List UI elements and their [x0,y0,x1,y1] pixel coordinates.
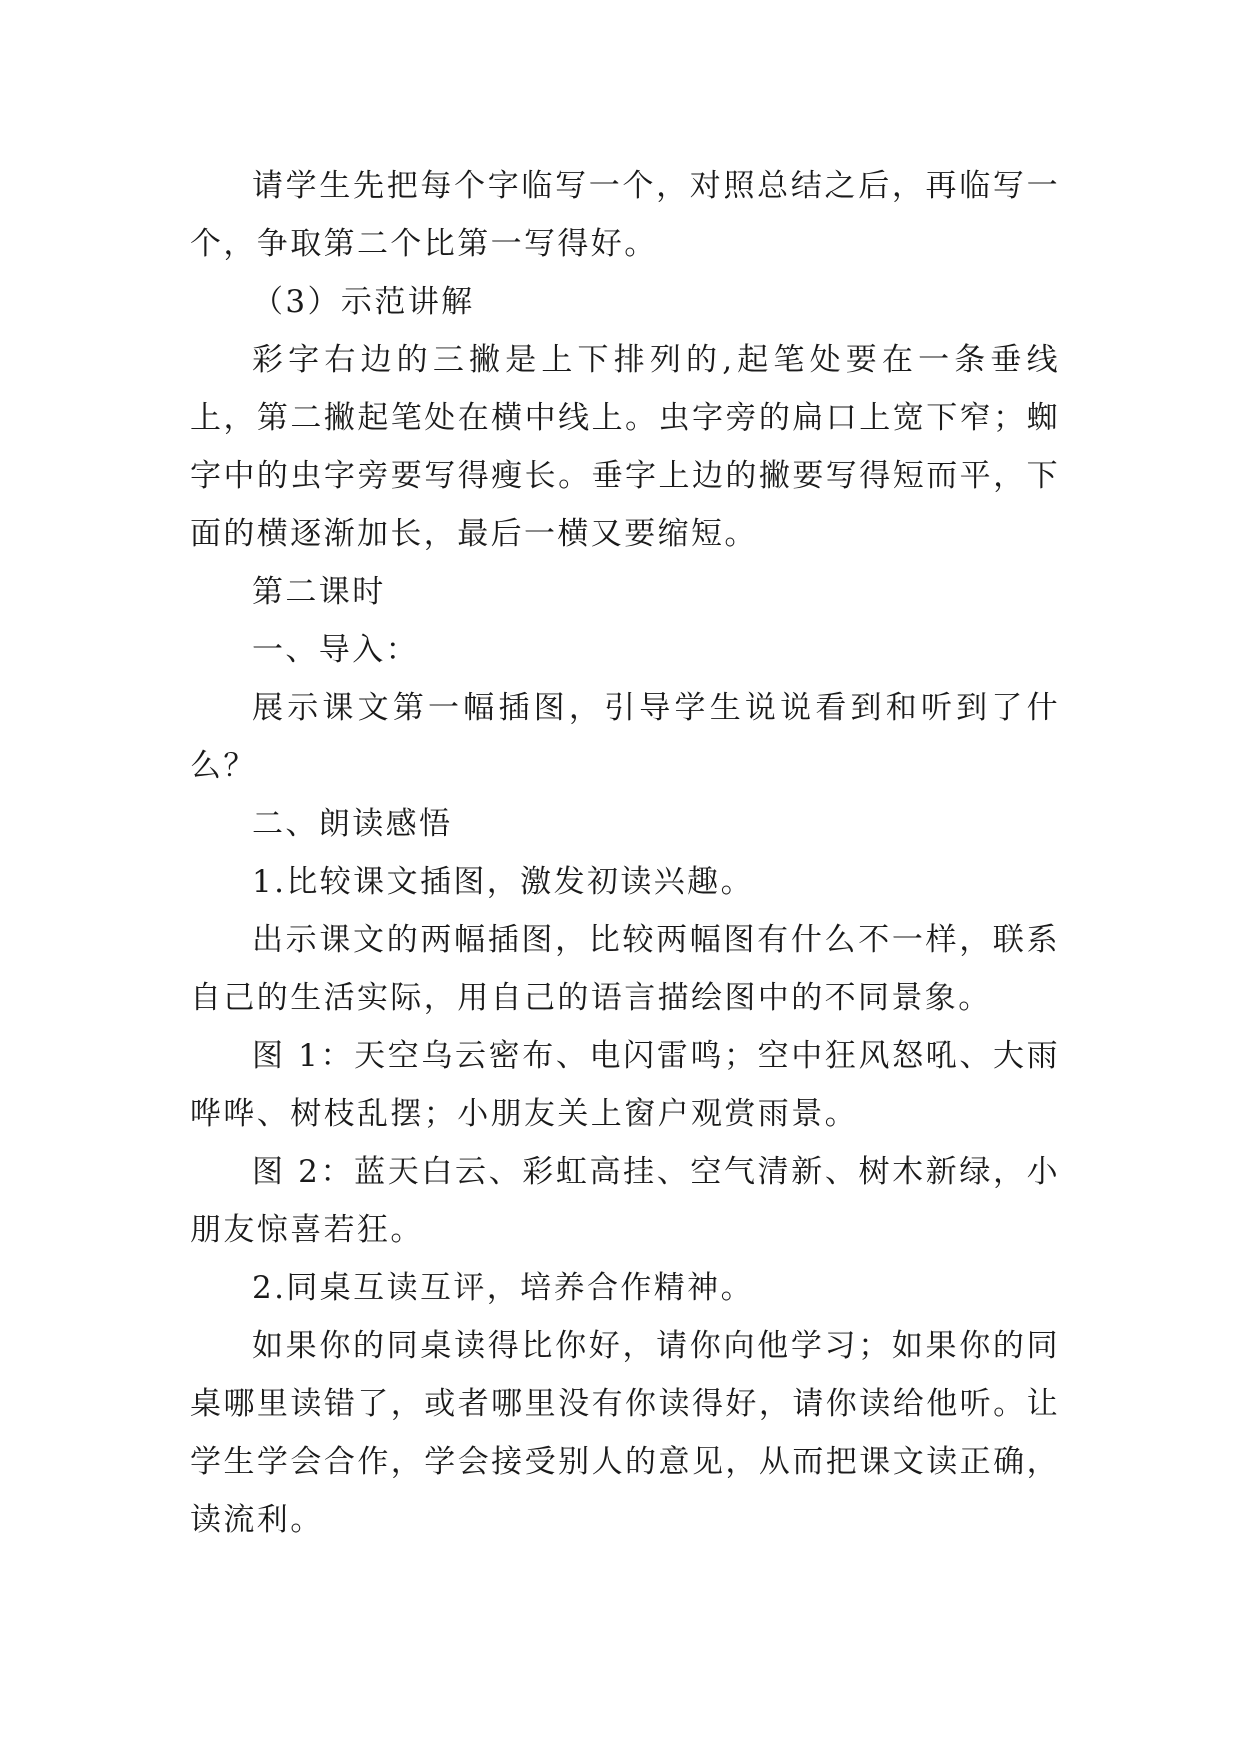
paragraph: 展示课文第一幅插图，引导学生说说看到和听到了什么？ [190,690,1060,784]
section-heading: 第二课时 [252,574,386,610]
section-heading: 二、朗读感悟 [252,806,453,842]
document-body [190,157,1060,1549]
paragraph: 图 2：蓝天白云、彩虹高挂、空气清新、树木新绿，小朋友惊喜若狂。 [190,1154,1060,1248]
paragraph: 如果你的同桌读得比你好，请你向他学习；如果你的同桌哪里读错了，或者哪里没有你读得好，请你读给他听。让学生学会合作，学会接受别人的意见，从而把课文读正确，读流利。 [190,1328,1060,1538]
paragraph: 彩字右边的三撇是上下排列的,起笔处要在一条垂线上，第二撇起笔处在横中线上。虫字旁的扁口上宽下窄；蜘字中的虫字旁要写得瘦长。垂字上边的撇要写得短而平，下面的横逐渐加长，最后一横又要缩短。 [190,342,1060,552]
list-item: 1.比较课文插图，激发初读兴趣。 [252,864,754,900]
list-item: 2.同桌互读互评，培养合作精神。 [252,1270,754,1306]
paragraph: 图 1：天空乌云密布、电闪雷鸣；空中狂风怒吼、大雨哗哗、树枝乱摆；小朋友关上窗户观赏雨景。 [190,1038,1060,1132]
section-heading: 一、导入： [252,632,419,668]
paragraph: 请学生先把每个字临写一个，对照总结之后，再临写一个，争取第二个比第一写得好。 [190,168,1060,262]
section-heading: （3）示范讲解 [252,284,475,320]
paragraph: 出示课文的两幅插图，比较两幅图有什么不一样，联系自己的生活实际，用自己的语言描绘图中的不同景象。 [190,922,1060,1016]
